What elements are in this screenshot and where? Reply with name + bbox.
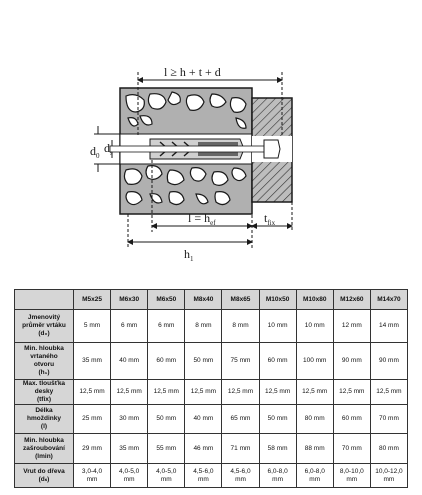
column-header: M5x25 [74, 290, 111, 310]
row-label: Jmenovitý průměr vrtáku (d₀) [15, 310, 74, 343]
table-cell: 6,0-8,0 mm [296, 464, 333, 488]
table-cell: 12,5 mm [259, 380, 296, 405]
column-header: M14x70 [370, 290, 407, 310]
table-cell: 60 mm [148, 343, 185, 380]
table-cell: 80 mm [370, 434, 407, 464]
table-cell: 58 mm [259, 434, 296, 464]
table-cell: 55 mm [148, 434, 185, 464]
dowel-spec-table [14, 289, 408, 488]
table-cell: 90 mm [370, 343, 407, 380]
table-cell: 35 mm [74, 343, 111, 380]
column-header: M8x40 [185, 290, 222, 310]
table-cell: 12,5 mm [74, 380, 111, 405]
table-cell: 10 mm [296, 310, 333, 343]
table-row [15, 343, 408, 380]
row-label: Vrut do dřeva (dₛ) [15, 464, 74, 488]
column-header: M8x65 [222, 290, 259, 310]
table-cell: 50 mm [148, 405, 185, 434]
table-cell: 90 mm [333, 343, 370, 380]
table-cell: 12 mm [333, 310, 370, 343]
table-cell: 10,0-12,0 mm [370, 464, 407, 488]
table-cell: 12,5 mm [111, 380, 148, 405]
table-cell: 35 mm [111, 434, 148, 464]
table-cell: 29 mm [74, 434, 111, 464]
table-cell: 3,0-4,0 mm [74, 464, 111, 488]
column-header: M10x50 [259, 290, 296, 310]
table-cell: 6 mm [111, 310, 148, 343]
table-cell: 12,5 mm [296, 380, 333, 405]
table-cell: 60 mm [333, 405, 370, 434]
table-cell: 8 mm [222, 310, 259, 343]
label-top-formula: l ≥ h + t + d [164, 65, 221, 79]
table-cell: 50 mm [185, 343, 222, 380]
table-cell: 5 mm [74, 310, 111, 343]
table-cell: 65 mm [222, 405, 259, 434]
table-cell: 50 mm [259, 405, 296, 434]
table-cell: 4,5-6,0 mm [185, 464, 222, 488]
table-cell: 12,5 mm [185, 380, 222, 405]
table-row [15, 464, 408, 488]
table-cell: 71 mm [222, 434, 259, 464]
table-cell: 40 mm [185, 405, 222, 434]
table-cell: 46 mm [185, 434, 222, 464]
table-cell: 60 mm [259, 343, 296, 380]
table-cell: 25 mm [74, 405, 111, 434]
table-cell: 40 mm [111, 343, 148, 380]
table-cell: 12,5 mm [333, 380, 370, 405]
table-cell: 8 mm [185, 310, 222, 343]
table-header-row [15, 290, 408, 310]
label-d0: $d_0$ [90, 144, 100, 160]
table-cell: 30 mm [111, 405, 148, 434]
label-ds: $d_s$ [104, 141, 113, 157]
table-cell: 70 mm [333, 434, 370, 464]
row-label: Délka hmoždinky (l) [15, 405, 74, 434]
table-cell: 8,0-10,0 mm [333, 464, 370, 488]
label-l-hef: $l = h_{ef}$ [188, 211, 216, 227]
row-label: Max. tloušťka desky (tfix) [15, 380, 74, 405]
column-header: M12x60 [333, 290, 370, 310]
table-row [15, 434, 408, 464]
table-cell: 12,5 mm [148, 380, 185, 405]
table-cell: 4,0-5,0 mm [148, 464, 185, 488]
label-h1: $h_1$ [184, 247, 194, 263]
column-header: M10x80 [296, 290, 333, 310]
table-cell: 4,5-6,0 mm [222, 464, 259, 488]
row-label: Min. hloubka vrtaného otvoru (h₁) [15, 343, 74, 380]
table-cell: 70 mm [370, 405, 407, 434]
table-row [15, 405, 408, 434]
table-cell: 14 mm [370, 310, 407, 343]
table-cell: 4,0-5,0 mm [111, 464, 148, 488]
table-cell: 6 mm [148, 310, 185, 343]
table-cell: 10 mm [259, 310, 296, 343]
table-row [15, 380, 408, 405]
table-cell: 88 mm [296, 434, 333, 464]
label-tfix: $t_{fix}$ [264, 211, 276, 227]
table-corner [15, 290, 74, 310]
table-cell: 75 mm [222, 343, 259, 380]
table-row [15, 310, 408, 343]
table-cell: 80 mm [296, 405, 333, 434]
table-cell: 6,0-8,0 mm [259, 464, 296, 488]
table-cell: 100 mm [296, 343, 333, 380]
table-cell: 12,5 mm [222, 380, 259, 405]
row-label: Min. hloubka zašroubování (lmin) [15, 434, 74, 464]
table-cell: 12,5 mm [370, 380, 407, 405]
column-header: M6x50 [148, 290, 185, 310]
column-header: M6x30 [111, 290, 148, 310]
